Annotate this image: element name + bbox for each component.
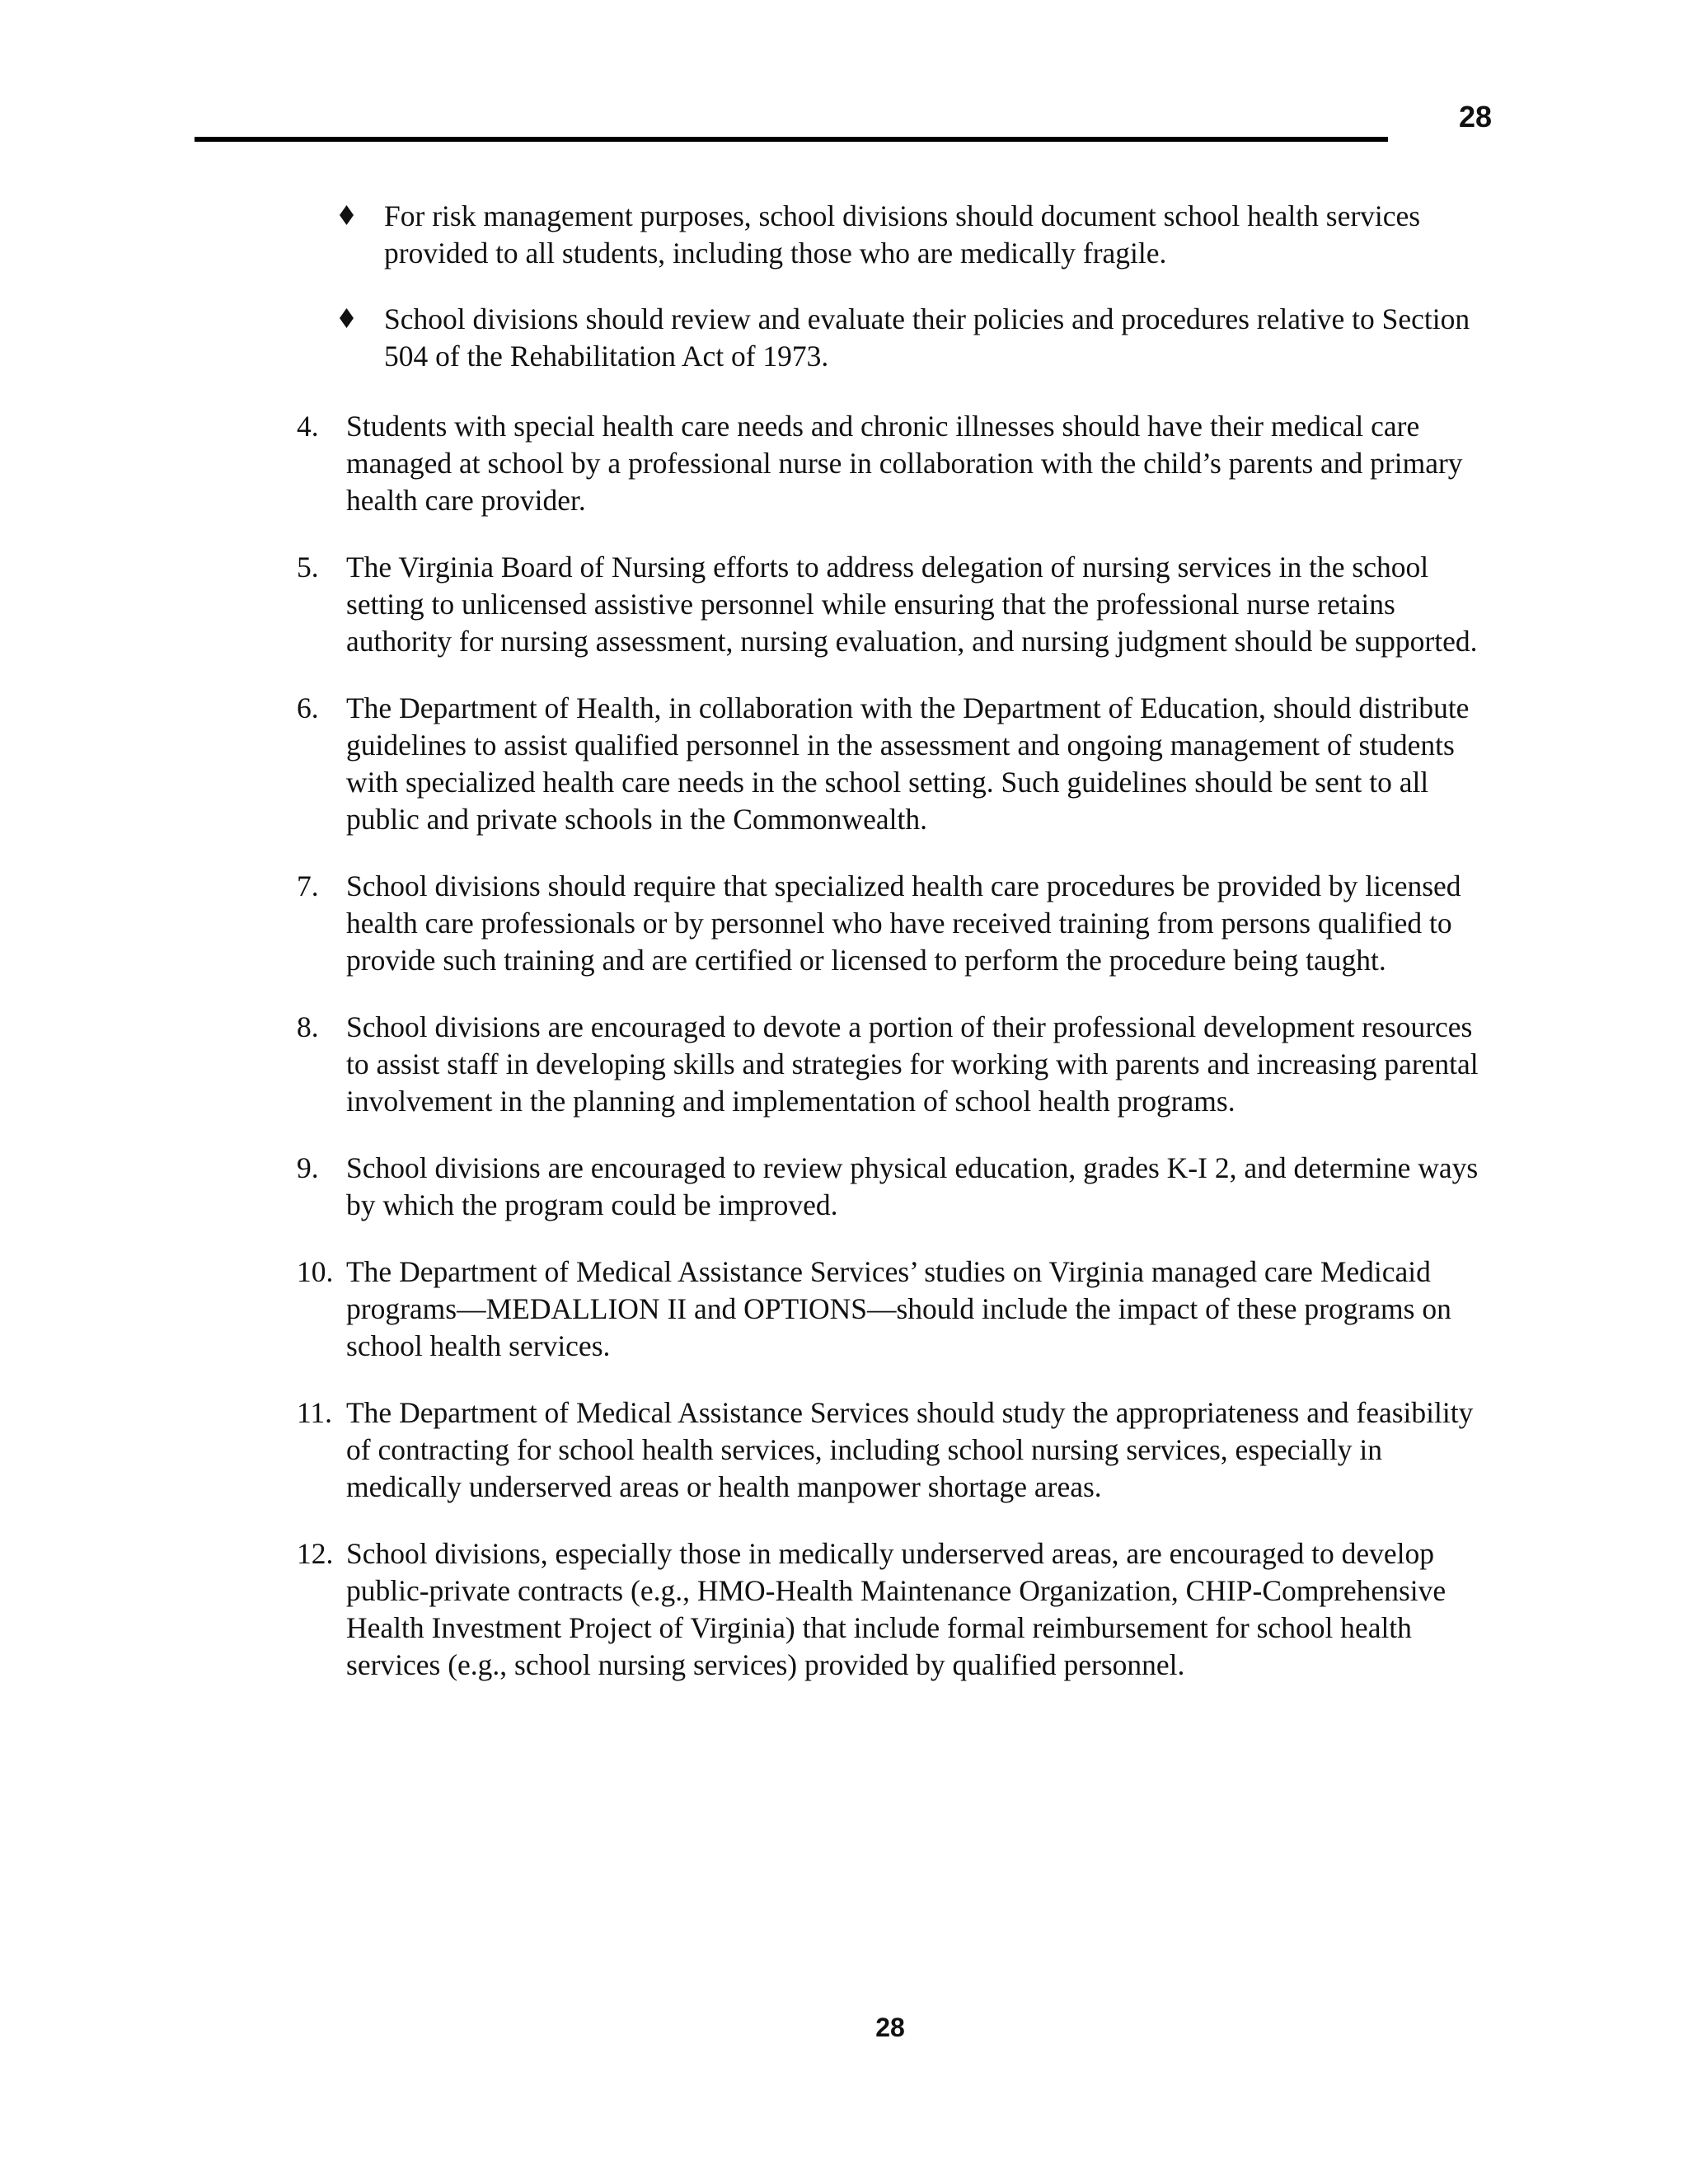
list-item <box>0 1254 1500 1365</box>
list-item-number: 9. <box>297 1151 319 1184</box>
list-item-number: 12. <box>297 1537 334 1570</box>
list-item-number: 8. <box>297 1010 319 1043</box>
list-item-text: School divisions are encouraged to review physical education, grades K-I 2, and determine ways by which the program could be improved. <box>346 1151 1479 1221</box>
list-item-text: The Department of Medical Assistance Services should study the appropriateness and feasibility of contracting for school health services, including school nursing services, especially in medically underserved areas or health manpower shortage areas. <box>346 1396 1474 1503</box>
bullet-item <box>0 301 1489 375</box>
list-item <box>0 1150 1500 1224</box>
list-item-number: 5. <box>297 551 319 583</box>
header-page-number: 28 <box>1458 100 1492 134</box>
list-item-number: 11. <box>297 1396 333 1429</box>
list-item-number: 6. <box>297 691 319 724</box>
bullet-text: For risk management purposes, school divisions should document school health services provided to all students, including those who are medically fragile. <box>384 199 1421 269</box>
diamond-bullet-icon <box>340 308 354 328</box>
list-item-text: School divisions are encouraged to devote a portion of their professional development resources to assist staff in developing skills and strategies for working with parents and increasing parental involvement in the planning and implementation of school health programs. <box>346 1010 1479 1118</box>
list-item-text: The Department of Health, in collaboration with the Department of Education, should distribute guidelines to assist qualified personnel in the assessment and ongoing management of students with specialized health care needs in the school setting. Such guidelines should be sent to all public and private schools in the Commonwealth. <box>346 691 1470 836</box>
list-item <box>0 1535 1500 1684</box>
list-item-text: The Department of Medical Assistance Services’ studies on Virginia managed care Medicaid programs—MEDALLION II and OPTIONS—should include the impact of these programs on school health services. <box>346 1255 1451 1362</box>
list-item-text: School divisions should require that specialized health care procedures be provided by licensed health care professionals or by personnel who have received training from persons qualified to provide such training and are certified or licensed to perform the procedure being taught. <box>346 869 1461 977</box>
list-item <box>0 690 1500 838</box>
header-rule <box>195 137 1388 142</box>
list-item <box>0 1009 1500 1120</box>
list-item-text: School divisions, especially those in medically underserved areas, are encouraged to develop public-private contracts (e.g., HMO-Health Maintenance Organization, CHIP-Comprehensive Health Investment Project of Virginia) that include formal reimbursement for school health services (e.g., school nursing services) provided by qualified personnel. <box>346 1537 1447 1681</box>
list-item <box>0 868 1500 979</box>
list-item-text: The Virginia Board of Nursing efforts to address delegation of nursing services in the school setting to unlicensed assistive personnel while ensuring that the professional nurse retains authority for nursing assessment, nursing evaluation, and nursing judgment should be supported. <box>346 551 1478 658</box>
list-item-text: Students with special health care needs and chronic illnesses should have their medical care managed at school by a professional nurse in collaboration with the child’s parents and primary health care provider. <box>346 410 1463 517</box>
list-item <box>0 408 1500 519</box>
list-item <box>0 1394 1500 1506</box>
list-item-number: 4. <box>297 410 319 443</box>
list-item-number: 10. <box>297 1255 334 1288</box>
bullet-text: School divisions should review and evaluate their policies and procedures relative to Section 504 of the Rehabilitation Act of 1973. <box>384 302 1470 373</box>
list-item <box>0 549 1500 660</box>
bullet-item <box>0 198 1489 272</box>
list-item-number: 7. <box>297 869 319 902</box>
footer-page-number: 28 <box>875 2013 905 2042</box>
diamond-bullet-icon <box>340 205 354 225</box>
document-body <box>0 198 1688 1713</box>
